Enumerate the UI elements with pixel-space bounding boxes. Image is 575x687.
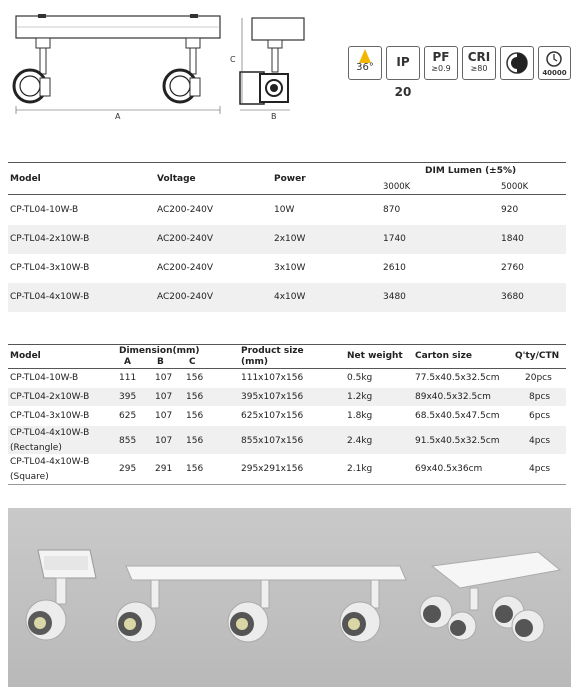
t1-cell-3000k: 870 xyxy=(383,205,401,215)
t1-header-3000k: 3000K xyxy=(383,182,411,192)
t1-cell-model: CP-TL04-10W-B xyxy=(10,205,79,215)
t1-cell-model: CP-TL04-3x10W-B xyxy=(10,263,90,273)
product-photo xyxy=(8,508,571,687)
t2-cell-size: 111x107x156 xyxy=(241,373,304,383)
t2-header-a: A xyxy=(124,357,131,367)
t1-cell-3000k: 2610 xyxy=(383,263,406,273)
t1-cell-power: 4x10W xyxy=(274,292,306,302)
t1-cell-5000k: 2760 xyxy=(501,263,524,273)
t2-cell-carton: 91.5x40.5x32.5cm xyxy=(415,436,500,446)
t2-cell-b: 107 xyxy=(155,436,173,446)
t2-cell-b: 107 xyxy=(155,392,173,402)
single-spotlight-image xyxy=(26,550,96,640)
table2-header-rule xyxy=(8,368,566,369)
t1-cell-voltage: AC200-240V xyxy=(157,292,214,302)
t2-cell-model-variant: (Rectangle) xyxy=(10,443,62,453)
t2-cell-c: 156 xyxy=(186,392,204,402)
t1-cell-5000k: 1840 xyxy=(501,234,524,244)
t2-cell-c: 156 xyxy=(186,436,204,446)
t2-header-model: Model xyxy=(10,351,41,361)
t2-cell-qty: 4pcs xyxy=(529,436,551,446)
t2-cell-weight: 1.2kg xyxy=(347,392,373,402)
t2-cell-c: 156 xyxy=(186,464,204,474)
t2-cell-weight: 2.1kg xyxy=(347,464,373,474)
t2-cell-qty: 20pcs xyxy=(525,373,552,383)
dimmable-icon xyxy=(500,46,534,80)
t1-cell-5000k: 3680 xyxy=(501,292,524,302)
t2-cell-a: 395 xyxy=(119,392,137,402)
t2-cell-weight: 2.4kg xyxy=(347,436,373,446)
t2-header-carton-size: Carton size xyxy=(415,351,472,361)
t1-cell-3000k: 3480 xyxy=(383,292,406,302)
t2-cell-weight: 0.5kg xyxy=(347,373,373,383)
table2-top-rule xyxy=(8,344,566,345)
t1-cell-model: CP-TL04-2x10W-B xyxy=(10,234,90,244)
t2-cell-c: 156 xyxy=(186,411,204,421)
table2-bottom-rule xyxy=(8,484,566,485)
t2-cell-b: 107 xyxy=(155,411,173,421)
t2-cell-c: 156 xyxy=(186,373,204,383)
dimmer-knob-icon xyxy=(505,51,529,75)
cri-icon: CRI ≥80 xyxy=(462,46,496,80)
t2-cell-model: CP-TL04-2x10W-B xyxy=(10,392,90,402)
t2-header-qty: Q'ty/CTN xyxy=(515,351,560,361)
t2-cell-b: 107 xyxy=(155,373,173,383)
t1-cell-model: CP-TL04-4x10W-B xyxy=(10,292,90,302)
t2-header-product-size-unit: (mm) xyxy=(241,357,268,367)
t1-cell-power: 3x10W xyxy=(274,263,306,273)
side-view-drawing xyxy=(232,14,312,124)
t1-cell-power: 10W xyxy=(274,205,295,215)
front-view-drawing xyxy=(8,14,228,124)
three-head-track-image xyxy=(116,566,406,642)
t2-cell-qty: 6pcs xyxy=(529,411,551,421)
beam-cone-icon xyxy=(357,49,373,63)
t1-cell-5000k: 920 xyxy=(501,205,519,215)
dimension-c-label: C xyxy=(230,55,236,64)
t2-cell-model: CP-TL04-4x10W-B xyxy=(10,457,90,467)
table1-top-rule xyxy=(8,162,566,163)
square-four-head-image xyxy=(420,552,560,642)
t2-header-net-weight: Net weight xyxy=(347,351,403,361)
t2-cell-model: CP-TL04-10W-B xyxy=(10,373,79,383)
ip-rating-icon: IP 20 xyxy=(386,46,420,80)
t2-cell-model: CP-TL04-4x10W-B xyxy=(10,428,90,438)
t1-cell-voltage: AC200-240V xyxy=(157,205,214,215)
t2-cell-weight: 1.8kg xyxy=(347,411,373,421)
lifetime-icon: 40000 xyxy=(538,46,571,80)
t1-header-dim-lumen: DIM Lumen (±5%) xyxy=(425,166,517,176)
t2-cell-a: 295 xyxy=(119,464,137,474)
t1-cell-power: 2x10W xyxy=(274,234,306,244)
t2-cell-size: 295x291x156 xyxy=(241,464,304,474)
beam-angle-icon: 36° xyxy=(348,46,382,80)
t2-cell-carton: 89x40.5x32.5cm xyxy=(415,392,491,402)
t1-cell-3000k: 1740 xyxy=(383,234,406,244)
t1-header-5000k: 5000K xyxy=(501,182,529,192)
t2-header-dimension: Dimension(mm) xyxy=(119,346,200,356)
product-photo-illustration xyxy=(8,508,571,687)
t1-cell-voltage: AC200-240V xyxy=(157,263,214,273)
t1-header-power: Power xyxy=(274,174,306,184)
clock-icon xyxy=(545,50,565,68)
t2-header-b: B xyxy=(157,357,164,367)
t2-cell-a: 625 xyxy=(119,411,137,421)
dimension-b-label: B xyxy=(271,112,277,121)
t2-cell-size: 855x107x156 xyxy=(241,436,304,446)
t2-cell-carton: 69x40.5x36cm xyxy=(415,464,483,474)
t2-cell-model: CP-TL04-3x10W-B xyxy=(10,411,90,421)
t1-header-voltage: Voltage xyxy=(157,174,196,184)
t2-cell-size: 625x107x156 xyxy=(241,411,304,421)
t2-cell-a: 855 xyxy=(119,436,137,446)
power-factor-icon: PF ≥0.9 xyxy=(424,46,458,80)
t2-cell-qty: 8pcs xyxy=(529,392,551,402)
t2-header-c: C xyxy=(189,357,196,367)
dimension-a-label: A xyxy=(115,112,121,121)
t2-cell-b: 291 xyxy=(155,464,173,474)
t1-header-model: Model xyxy=(10,174,41,184)
t2-cell-model-variant: (Square) xyxy=(10,472,49,482)
t2-header-product-size: Product size xyxy=(241,346,304,356)
t1-cell-voltage: AC200-240V xyxy=(157,234,214,244)
t2-cell-carton: 77.5x40.5x32.5cm xyxy=(415,373,500,383)
t2-cell-size: 395x107x156 xyxy=(241,392,304,402)
t2-cell-qty: 4pcs xyxy=(529,464,551,474)
t2-cell-a: 111 xyxy=(119,373,137,383)
table1-header-rule xyxy=(8,194,566,195)
t2-cell-carton: 68.5x40.5x47.5cm xyxy=(415,411,500,421)
